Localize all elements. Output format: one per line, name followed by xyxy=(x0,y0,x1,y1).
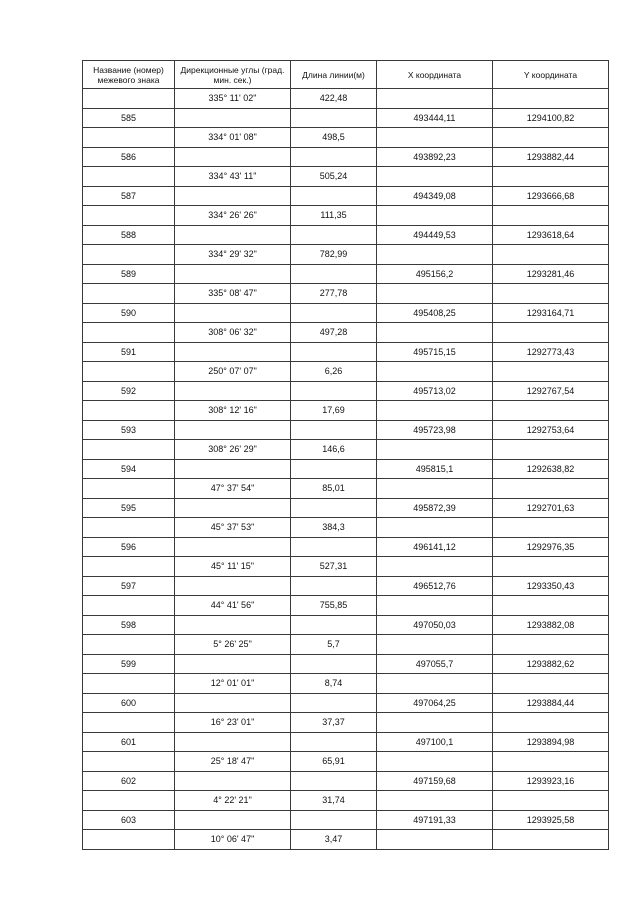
line-length-cell: 111,35 xyxy=(291,206,377,226)
mark-name-cell: 601 xyxy=(83,732,175,752)
direction-angle-cell xyxy=(175,537,291,557)
line-length-cell: 3,47 xyxy=(291,830,377,850)
direction-angle-cell xyxy=(175,342,291,362)
x-coordinate-cell: 497191,33 xyxy=(377,810,493,830)
y-coordinate-cell xyxy=(493,596,609,616)
header-x-coordinate: X координата xyxy=(377,61,493,89)
x-coordinate-cell xyxy=(377,284,493,304)
table-row-boundary-point xyxy=(83,381,609,401)
table-row-boundary-point xyxy=(83,576,609,596)
direction-angle-cell xyxy=(175,693,291,713)
direction-angle-cell xyxy=(175,420,291,440)
direction-angle-cell: 25° 18' 47" xyxy=(175,752,291,772)
x-coordinate-cell xyxy=(377,752,493,772)
line-length-cell: 755,85 xyxy=(291,596,377,616)
x-coordinate-cell xyxy=(377,557,493,577)
mark-name-cell xyxy=(83,479,175,499)
x-coordinate-cell xyxy=(377,635,493,655)
direction-angle-cell xyxy=(175,264,291,284)
y-coordinate-cell xyxy=(493,323,609,343)
line-length-cell: 782,99 xyxy=(291,245,377,265)
y-coordinate-cell xyxy=(493,674,609,694)
table-row-boundary-point xyxy=(83,225,609,245)
table-row-segment xyxy=(83,674,609,694)
table-row-segment xyxy=(83,596,609,616)
table-row-segment xyxy=(83,167,609,187)
line-length-cell xyxy=(291,303,377,323)
line-length-cell xyxy=(291,498,377,518)
y-coordinate-cell: 1293164,71 xyxy=(493,303,609,323)
mark-name-cell: 587 xyxy=(83,186,175,206)
y-coordinate-cell: 1293884,44 xyxy=(493,693,609,713)
mark-name-cell xyxy=(83,401,175,421)
x-coordinate-cell xyxy=(377,245,493,265)
line-length-cell: 6,26 xyxy=(291,362,377,382)
x-coordinate-cell: 494349,08 xyxy=(377,186,493,206)
table-row-boundary-point xyxy=(83,693,609,713)
table-row-segment xyxy=(83,440,609,460)
line-length-cell xyxy=(291,381,377,401)
x-coordinate-cell xyxy=(377,362,493,382)
x-coordinate-cell: 496141,12 xyxy=(377,537,493,557)
header-y-coordinate: Y координата xyxy=(493,61,609,89)
direction-angle-cell: 308° 12' 16" xyxy=(175,401,291,421)
mark-name-cell xyxy=(83,674,175,694)
line-length-cell: 497,28 xyxy=(291,323,377,343)
y-coordinate-cell xyxy=(493,128,609,148)
direction-angle-cell xyxy=(175,459,291,479)
line-length-cell: 277,78 xyxy=(291,284,377,304)
table-row-boundary-point xyxy=(83,459,609,479)
y-coordinate-cell xyxy=(493,89,609,109)
direction-angle-cell: 4° 22' 21" xyxy=(175,791,291,811)
direction-angle-cell xyxy=(175,186,291,206)
direction-angle-cell xyxy=(175,576,291,596)
line-length-cell xyxy=(291,420,377,440)
line-length-cell: 65,91 xyxy=(291,752,377,772)
line-length-cell: 498,5 xyxy=(291,128,377,148)
header-mark-name: Название (номер) межевого знака xyxy=(83,61,175,89)
y-coordinate-cell xyxy=(493,752,609,772)
x-coordinate-cell: 495715,15 xyxy=(377,342,493,362)
direction-angle-cell xyxy=(175,225,291,245)
line-length-cell xyxy=(291,576,377,596)
mark-name-cell xyxy=(83,830,175,850)
mark-name-cell xyxy=(83,128,175,148)
mark-name-cell: 592 xyxy=(83,381,175,401)
direction-angle-cell: 45° 37' 53" xyxy=(175,518,291,538)
x-coordinate-cell: 497064,25 xyxy=(377,693,493,713)
direction-angle-cell: 250° 07' 07" xyxy=(175,362,291,382)
mark-name-cell xyxy=(83,206,175,226)
y-coordinate-cell xyxy=(493,518,609,538)
x-coordinate-cell: 495723,98 xyxy=(377,420,493,440)
x-coordinate-cell xyxy=(377,167,493,187)
mark-name-cell xyxy=(83,167,175,187)
x-coordinate-cell xyxy=(377,674,493,694)
table-body xyxy=(83,89,609,850)
x-coordinate-cell: 494449,53 xyxy=(377,225,493,245)
mark-name-cell xyxy=(83,245,175,265)
line-length-cell: 85,01 xyxy=(291,479,377,499)
y-coordinate-cell: 1293894,98 xyxy=(493,732,609,752)
direction-angle-cell: 45° 11' 15" xyxy=(175,557,291,577)
x-coordinate-cell: 495815,1 xyxy=(377,459,493,479)
mark-name-cell: 597 xyxy=(83,576,175,596)
y-coordinate-cell: 1292773,43 xyxy=(493,342,609,362)
direction-angle-cell xyxy=(175,498,291,518)
y-coordinate-cell: 1292753,64 xyxy=(493,420,609,440)
direction-angle-cell: 334° 43' 11" xyxy=(175,167,291,187)
mark-name-cell: 588 xyxy=(83,225,175,245)
mark-name-cell: 596 xyxy=(83,537,175,557)
direction-angle-cell: 334° 26' 26" xyxy=(175,206,291,226)
mark-name-cell xyxy=(83,284,175,304)
table-row-boundary-point xyxy=(83,147,609,167)
x-coordinate-cell: 497159,68 xyxy=(377,771,493,791)
table-row-boundary-point xyxy=(83,108,609,128)
mark-name-cell: 586 xyxy=(83,147,175,167)
y-coordinate-cell: 1292638,82 xyxy=(493,459,609,479)
table-row-segment xyxy=(83,713,609,733)
table-header xyxy=(83,61,609,89)
mark-name-cell: 589 xyxy=(83,264,175,284)
line-length-cell xyxy=(291,693,377,713)
mark-name-cell: 593 xyxy=(83,420,175,440)
y-coordinate-cell xyxy=(493,557,609,577)
y-coordinate-cell: 1293923,16 xyxy=(493,771,609,791)
mark-name-cell xyxy=(83,518,175,538)
mark-name-cell xyxy=(83,635,175,655)
table-row-segment xyxy=(83,401,609,421)
line-length-cell xyxy=(291,108,377,128)
line-length-cell xyxy=(291,654,377,674)
header-direction-angle: Дирекционные углы (град. мин. сек.) xyxy=(175,61,291,89)
x-coordinate-cell: 495156,2 xyxy=(377,264,493,284)
line-length-cell xyxy=(291,537,377,557)
table-row-boundary-point xyxy=(83,771,609,791)
direction-angle-cell xyxy=(175,771,291,791)
line-length-cell: 5,7 xyxy=(291,635,377,655)
x-coordinate-cell xyxy=(377,206,493,226)
y-coordinate-cell xyxy=(493,440,609,460)
line-length-cell: 17,69 xyxy=(291,401,377,421)
table-row-boundary-point xyxy=(83,654,609,674)
direction-angle-cell: 335° 11' 02" xyxy=(175,89,291,109)
line-length-cell: 384,3 xyxy=(291,518,377,538)
y-coordinate-cell xyxy=(493,362,609,382)
line-length-cell xyxy=(291,615,377,635)
direction-angle-cell: 335° 08' 47" xyxy=(175,284,291,304)
direction-angle-cell xyxy=(175,732,291,752)
header-line-length: Длина линии(м) xyxy=(291,61,377,89)
table-row-boundary-point xyxy=(83,732,609,752)
table-row-segment xyxy=(83,752,609,772)
mark-name-cell xyxy=(83,596,175,616)
y-coordinate-cell xyxy=(493,830,609,850)
table-row-segment xyxy=(83,362,609,382)
y-coordinate-cell xyxy=(493,284,609,304)
y-coordinate-cell: 1293618,64 xyxy=(493,225,609,245)
table-row-boundary-point xyxy=(83,303,609,323)
table-row-segment xyxy=(83,635,609,655)
direction-angle-cell xyxy=(175,810,291,830)
line-length-cell xyxy=(291,771,377,791)
mark-name-cell xyxy=(83,752,175,772)
x-coordinate-cell: 497100,1 xyxy=(377,732,493,752)
x-coordinate-cell: 495872,39 xyxy=(377,498,493,518)
direction-angle-cell xyxy=(175,381,291,401)
x-coordinate-cell xyxy=(377,323,493,343)
direction-angle-cell: 334° 01' 08" xyxy=(175,128,291,148)
x-coordinate-cell: 493444,11 xyxy=(377,108,493,128)
table-row-boundary-point xyxy=(83,498,609,518)
x-coordinate-cell xyxy=(377,518,493,538)
x-coordinate-cell xyxy=(377,440,493,460)
y-coordinate-cell: 1292767,54 xyxy=(493,381,609,401)
x-coordinate-cell xyxy=(377,791,493,811)
y-coordinate-cell: 1292976,35 xyxy=(493,537,609,557)
table-row-segment xyxy=(83,128,609,148)
direction-angle-cell xyxy=(175,108,291,128)
table-row-segment xyxy=(83,89,609,109)
line-length-cell xyxy=(291,810,377,830)
x-coordinate-cell: 495713,02 xyxy=(377,381,493,401)
mark-name-cell: 590 xyxy=(83,303,175,323)
direction-angle-cell: 5° 26' 25" xyxy=(175,635,291,655)
table-row-segment xyxy=(83,479,609,499)
direction-angle-cell xyxy=(175,654,291,674)
x-coordinate-cell xyxy=(377,830,493,850)
direction-angle-cell: 308° 06' 32" xyxy=(175,323,291,343)
direction-angle-cell: 47° 37' 54" xyxy=(175,479,291,499)
line-length-cell xyxy=(291,264,377,284)
mark-name-cell xyxy=(83,791,175,811)
mark-name-cell: 599 xyxy=(83,654,175,674)
y-coordinate-cell xyxy=(493,791,609,811)
header-row xyxy=(83,61,609,89)
mark-name-cell: 598 xyxy=(83,615,175,635)
direction-angle-cell: 44° 41' 56" xyxy=(175,596,291,616)
mark-name-cell: 602 xyxy=(83,771,175,791)
line-length-cell: 422,48 xyxy=(291,89,377,109)
line-length-cell: 505,24 xyxy=(291,167,377,187)
table-row-boundary-point xyxy=(83,186,609,206)
x-coordinate-cell: 493892,23 xyxy=(377,147,493,167)
direction-angle-cell: 334° 29' 32" xyxy=(175,245,291,265)
mark-name-cell xyxy=(83,362,175,382)
mark-name-cell xyxy=(83,440,175,460)
direction-angle-cell xyxy=(175,615,291,635)
y-coordinate-cell xyxy=(493,635,609,655)
line-length-cell xyxy=(291,186,377,206)
y-coordinate-cell: 1293882,44 xyxy=(493,147,609,167)
line-length-cell: 37,37 xyxy=(291,713,377,733)
table-row-segment xyxy=(83,518,609,538)
y-coordinate-cell: 1292701,63 xyxy=(493,498,609,518)
x-coordinate-cell: 495408,25 xyxy=(377,303,493,323)
y-coordinate-cell: 1293350,43 xyxy=(493,576,609,596)
x-coordinate-cell xyxy=(377,596,493,616)
y-coordinate-cell xyxy=(493,245,609,265)
line-length-cell: 8,74 xyxy=(291,674,377,694)
mark-name-cell xyxy=(83,713,175,733)
table-row-segment xyxy=(83,206,609,226)
x-coordinate-cell: 497055,7 xyxy=(377,654,493,674)
table-row-segment xyxy=(83,284,609,304)
x-coordinate-cell: 496512,76 xyxy=(377,576,493,596)
line-length-cell xyxy=(291,342,377,362)
table-row-boundary-point xyxy=(83,537,609,557)
y-coordinate-cell: 1293281,46 xyxy=(493,264,609,284)
y-coordinate-cell: 1293925,58 xyxy=(493,810,609,830)
table-row-boundary-point xyxy=(83,342,609,362)
y-coordinate-cell xyxy=(493,479,609,499)
mark-name-cell: 585 xyxy=(83,108,175,128)
x-coordinate-cell: 497050,03 xyxy=(377,615,493,635)
y-coordinate-cell xyxy=(493,167,609,187)
table-row-segment xyxy=(83,245,609,265)
table-row-segment xyxy=(83,830,609,850)
mark-name-cell: 594 xyxy=(83,459,175,479)
direction-angle-cell: 10° 06' 47" xyxy=(175,830,291,850)
table-row-boundary-point xyxy=(83,810,609,830)
table-row-segment xyxy=(83,557,609,577)
table-row-boundary-point xyxy=(83,420,609,440)
line-length-cell xyxy=(291,459,377,479)
line-length-cell xyxy=(291,225,377,245)
boundary-coordinates-table xyxy=(82,60,609,850)
mark-name-cell: 600 xyxy=(83,693,175,713)
x-coordinate-cell xyxy=(377,89,493,109)
y-coordinate-cell xyxy=(493,206,609,226)
mark-name-cell: 603 xyxy=(83,810,175,830)
table-row-segment xyxy=(83,323,609,343)
x-coordinate-cell xyxy=(377,401,493,421)
direction-angle-cell xyxy=(175,303,291,323)
x-coordinate-cell xyxy=(377,128,493,148)
y-coordinate-cell: 1294100,82 xyxy=(493,108,609,128)
table-row-boundary-point xyxy=(83,264,609,284)
direction-angle-cell: 308° 26' 29" xyxy=(175,440,291,460)
line-length-cell: 31,74 xyxy=(291,791,377,811)
line-length-cell: 527,31 xyxy=(291,557,377,577)
mark-name-cell: 591 xyxy=(83,342,175,362)
direction-angle-cell: 16° 23' 01" xyxy=(175,713,291,733)
line-length-cell xyxy=(291,732,377,752)
direction-angle-cell: 12° 01' 01" xyxy=(175,674,291,694)
mark-name-cell xyxy=(83,89,175,109)
line-length-cell xyxy=(291,147,377,167)
mark-name-cell: 595 xyxy=(83,498,175,518)
x-coordinate-cell xyxy=(377,479,493,499)
y-coordinate-cell: 1293666,68 xyxy=(493,186,609,206)
table-row-boundary-point xyxy=(83,615,609,635)
line-length-cell: 146,6 xyxy=(291,440,377,460)
mark-name-cell xyxy=(83,557,175,577)
y-coordinate-cell xyxy=(493,401,609,421)
y-coordinate-cell: 1293882,62 xyxy=(493,654,609,674)
y-coordinate-cell xyxy=(493,713,609,733)
y-coordinate-cell: 1293882,08 xyxy=(493,615,609,635)
direction-angle-cell xyxy=(175,147,291,167)
table-row-segment xyxy=(83,791,609,811)
mark-name-cell xyxy=(83,323,175,343)
x-coordinate-cell xyxy=(377,713,493,733)
